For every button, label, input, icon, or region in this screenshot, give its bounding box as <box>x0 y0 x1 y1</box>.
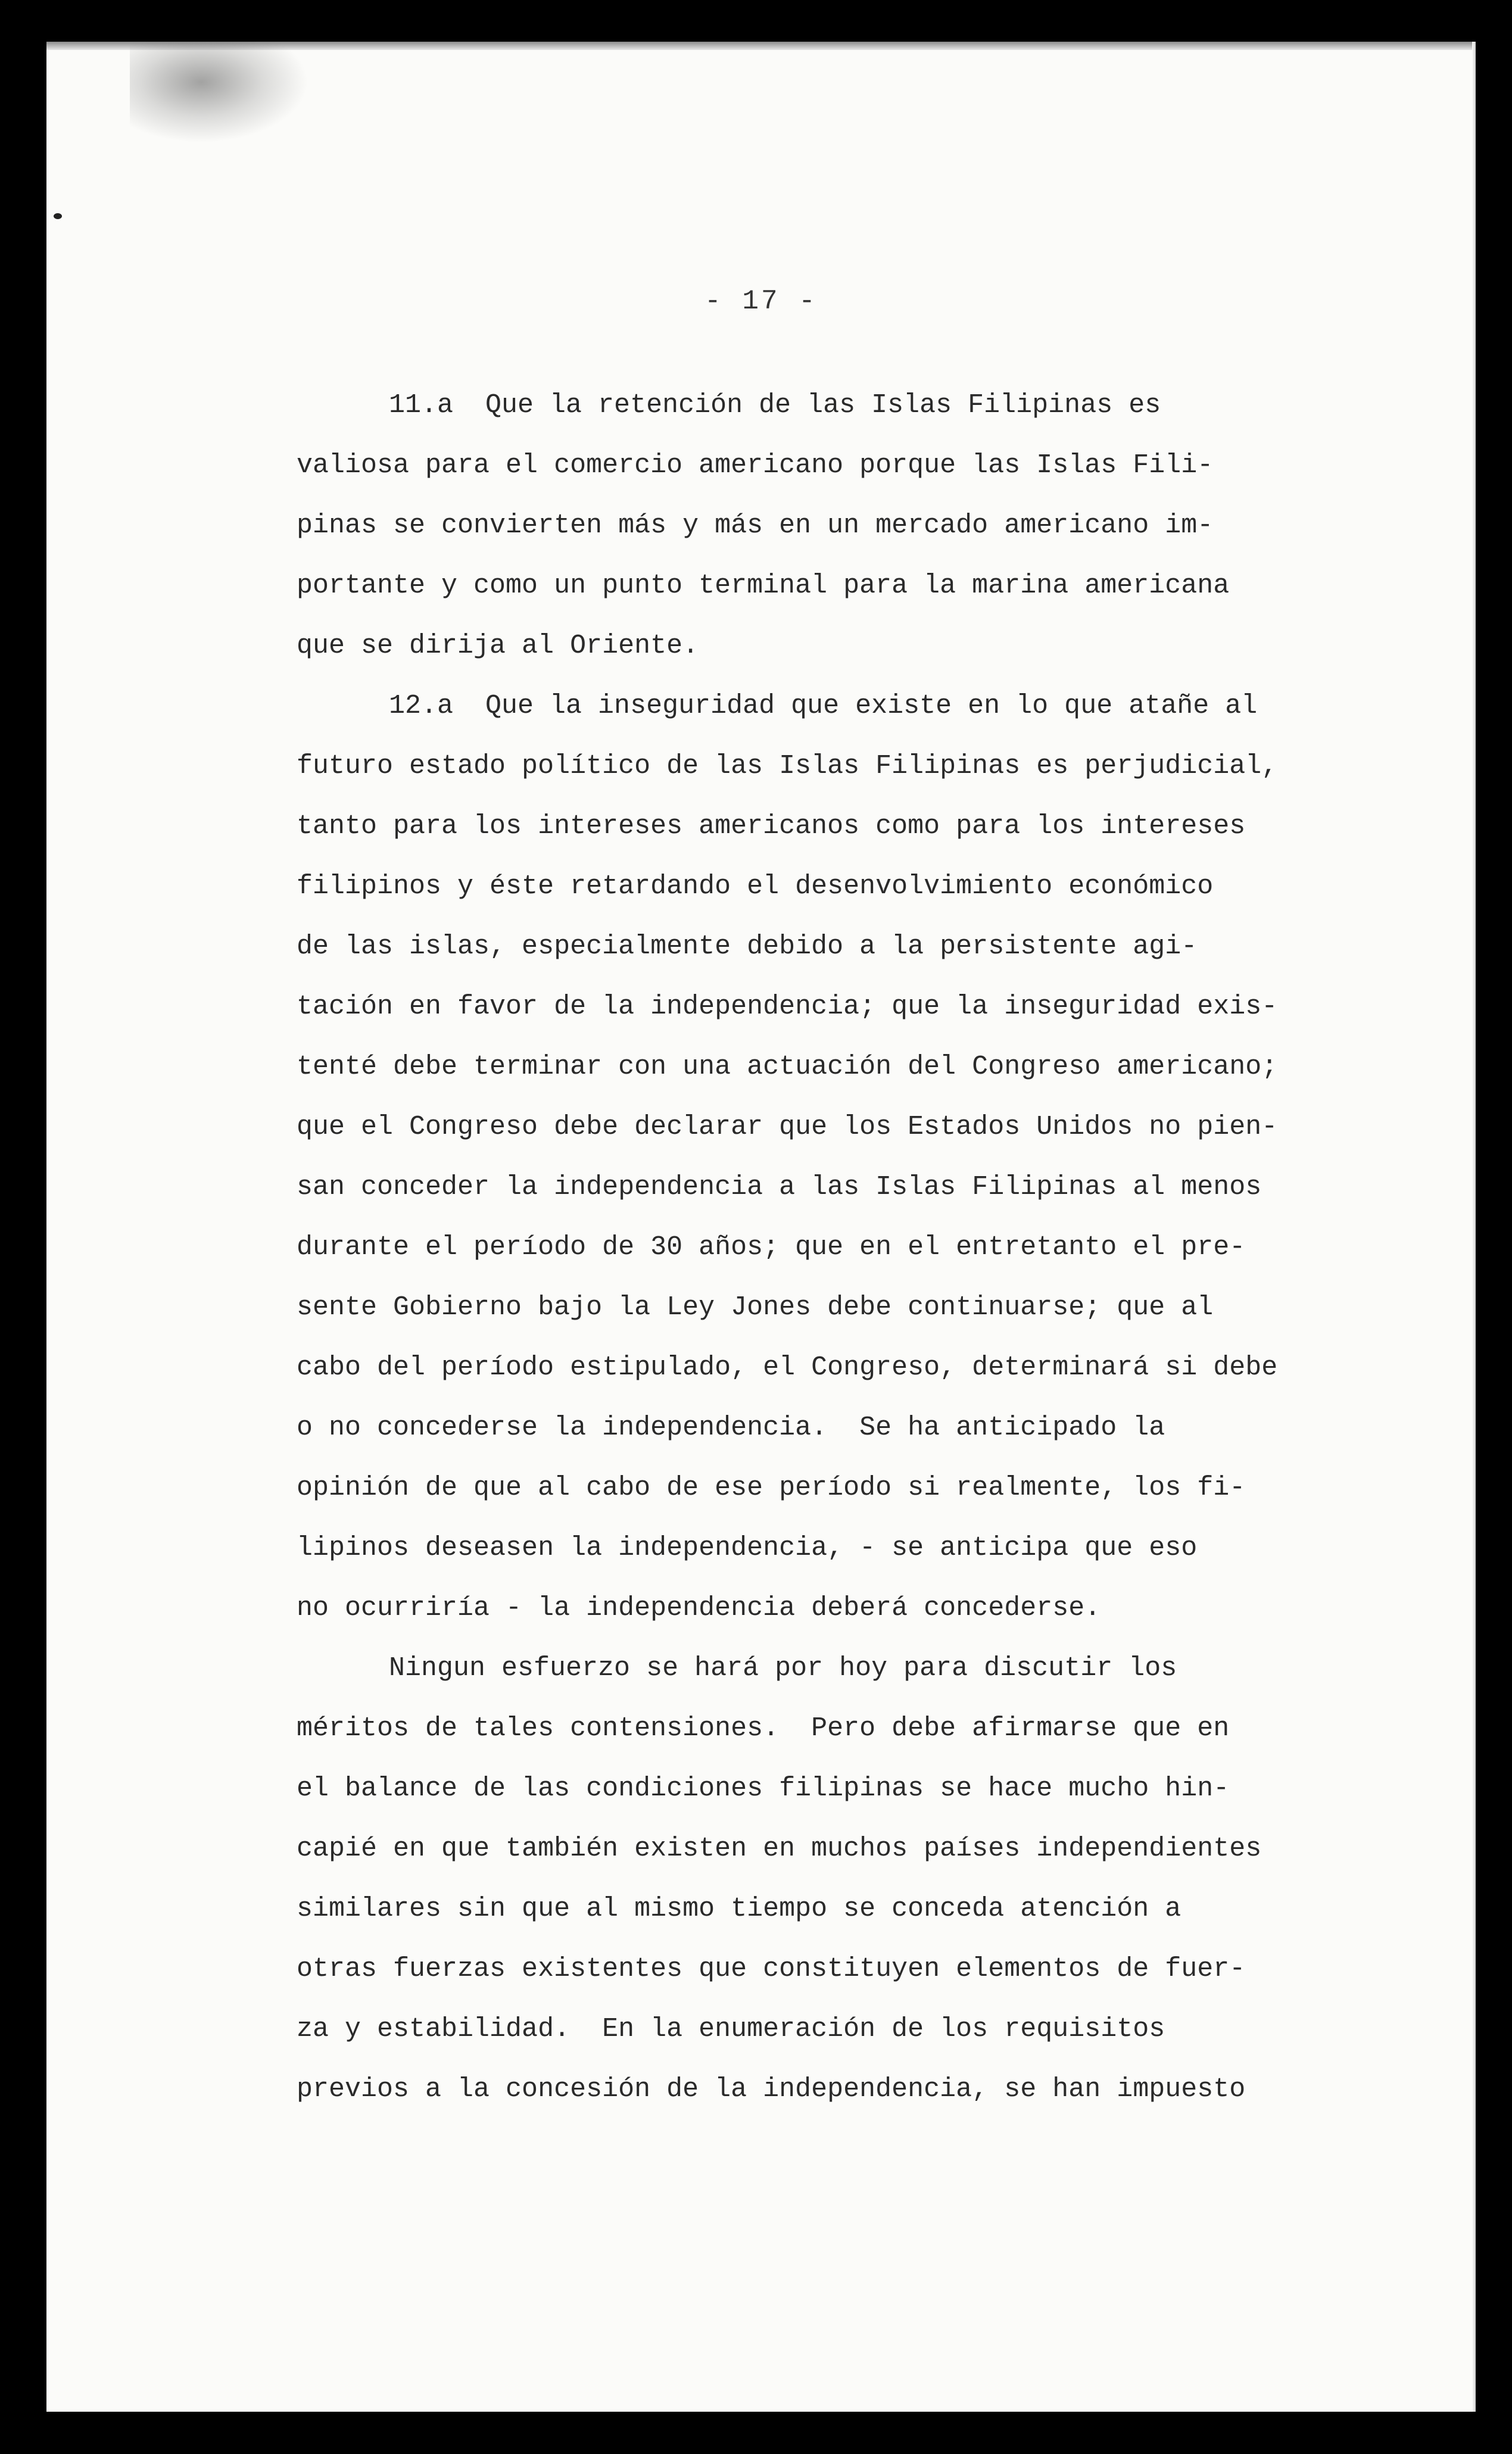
text-line: filipinos y éste retardando el desenvolvimiento económico <box>297 871 1214 902</box>
text-line: no ocurriría - la independencia deberá concederse. <box>297 1593 1101 1623</box>
text-line: za y estabilidad. En la enumeración de los requisitos <box>297 2014 1165 2044</box>
paragraph-12a <box>297 676 1428 1638</box>
text-line: méritos de tales contensiones. Pero debe afirmarse que en <box>297 1713 1230 1744</box>
text-line: de las islas, especialmente debido a la persistente agi- <box>297 931 1198 962</box>
text-line: capié en que también existen en muchos países independientes <box>297 1834 1262 1864</box>
text-line: cabo del período estipulado, el Congreso, determinará si debe <box>297 1352 1278 1383</box>
text-line: san conceder la independencia a las Islas Filipinas al menos <box>297 1172 1262 1202</box>
text-line: futuro estado político de las Islas Filipinas es perjudicial, <box>297 751 1278 781</box>
text-line: pinas se convierten más y más en un mercado americano im- <box>297 510 1214 541</box>
margin-mark <box>54 213 62 219</box>
text-line: similares sin que al mismo tiempo se conceda atención a <box>297 1894 1181 1924</box>
text-line: 11.a Que la retención de las Islas Filipinas es <box>389 390 1161 420</box>
text-line: valiosa para el comercio americano porque las Islas Fili- <box>297 450 1214 481</box>
paragraph-11a <box>297 375 1428 676</box>
body-text <box>297 375 1428 2119</box>
paragraph-ningun-esfuerzo <box>297 1638 1428 2119</box>
text-line: otras fuerzas existentes que constituyen elementos de fuer- <box>297 1954 1246 1984</box>
text-line: durante el período de 30 años; que en el entretanto el pre- <box>297 1232 1246 1262</box>
text-line: portante y como un punto terminal para la marina americana <box>297 570 1230 601</box>
page-number: - 17 - <box>704 286 818 317</box>
text-line: lipinos deseasen la independencia, - se anticipa que eso <box>297 1533 1198 1563</box>
text-line: tanto para los intereses americanos como para los intereses <box>297 811 1246 841</box>
text-line: el balance de las condiciones filipinas se hace mucho hin- <box>297 1773 1230 1804</box>
text-line: opinión de que al cabo de ese período si realmente, los fi- <box>297 1473 1246 1503</box>
document-page <box>46 42 1476 2412</box>
text-line: o no concederse la independencia. Se ha anticipado la <box>297 1412 1165 1443</box>
text-line: 12.a Que la inseguridad que existe en lo que atañe al <box>389 691 1258 721</box>
text-line: sente Gobierno bajo la Ley Jones debe continuarse; que al <box>297 1292 1214 1323</box>
scan-smudge <box>130 42 308 143</box>
text-line: previos a la concesión de la independencia, se han impuesto <box>297 2074 1246 2104</box>
text-line: Ningun esfuerzo se hará por hoy para discutir los <box>389 1653 1177 1683</box>
scan-right-edge <box>1472 42 1476 2412</box>
text-line: tación en favor de la independencia; que la inseguridad exis- <box>297 991 1278 1022</box>
text-line: tenté debe terminar con una actuación del Congreso americano; <box>297 1052 1278 1082</box>
text-line: que se dirija al Oriente. <box>297 631 699 661</box>
text-line: que el Congreso debe declarar que los Estados Unidos no pien- <box>297 1112 1278 1142</box>
